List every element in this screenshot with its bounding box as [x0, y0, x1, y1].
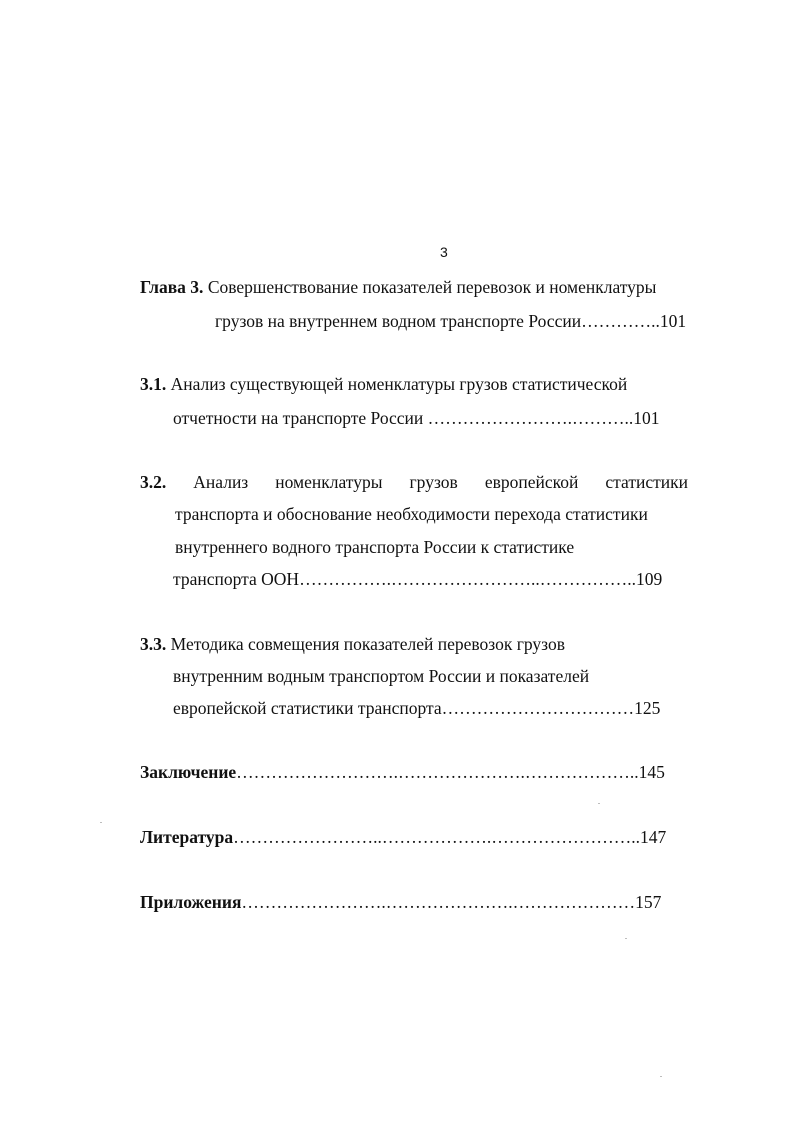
s31-title-line2: отчетности на транспорте России …………………….………. — [173, 408, 629, 428]
chapter-title-line2: грузов на внутреннем водном транспорте России…………. — [215, 311, 656, 331]
conclusion-dots: ……………………….………………….………………. — [236, 762, 635, 782]
scan-speck — [625, 938, 627, 939]
toc-conclusion — [140, 761, 665, 783]
toc-appendix — [140, 891, 661, 913]
s32-title-line4: транспорта ООН…………….……………………..……………. — [173, 569, 632, 589]
s32-page: .109 — [631, 569, 663, 589]
toc-s33-line1 — [140, 633, 565, 655]
literature-dots: ……………………..……………….……………………. — [233, 827, 636, 847]
toc-literature — [140, 826, 666, 848]
s33-page: 125 — [634, 698, 661, 718]
scan-speck — [100, 822, 102, 823]
chapter-page: .101 — [655, 311, 687, 331]
s32-number: 3.2. — [140, 472, 167, 492]
appendix-page: 157 — [635, 892, 662, 912]
toc-s31-line1 — [140, 373, 627, 395]
appendix-label: Приложения — [140, 892, 242, 912]
conclusion-page: .145 — [634, 762, 665, 782]
page-number: 3 — [440, 244, 448, 260]
appendix-dots: …………………….………………….………………… — [241, 892, 636, 912]
s33-number: 3.3. — [140, 634, 167, 654]
toc-s31-line2 — [173, 407, 660, 429]
s31-page: .101 — [628, 408, 660, 428]
s32-word-5: статистики — [605, 472, 688, 492]
s33-title-line1: Методика совмещения показателей перевозок грузов — [170, 634, 566, 654]
s31-number: 3.1. — [140, 374, 167, 394]
chapter-label: Глава 3. — [140, 277, 204, 297]
literature-label: Литература — [140, 827, 234, 847]
s32-title-line2: транспорта и обоснование необходимости перехода статистики — [175, 504, 648, 524]
s31-title-line1: Анализ существующей номенклатуры грузов статистической — [170, 374, 628, 394]
toc-s32-line1 — [140, 471, 688, 493]
scan-speck — [598, 803, 600, 804]
s33-title-line3: европейской статистики транспорта…………………………… — [173, 698, 635, 718]
scan-speck — [660, 1076, 662, 1077]
s32-word-4: европейской — [484, 472, 579, 492]
s32-word-1: Анализ — [193, 472, 249, 492]
s32-word-3: грузов — [409, 472, 458, 492]
chapter-title-line1: Совершенствование показателей перевозок и номенклатуры — [207, 277, 657, 297]
toc-s32-line2 — [175, 503, 648, 525]
toc-s33-line2 — [173, 665, 589, 687]
literature-page: .147 — [635, 827, 667, 847]
conclusion-label: Заключение — [140, 762, 237, 782]
s33-title-line2: внутренним водным транспортом России и показателей — [173, 666, 590, 686]
toc-s32-line4 — [173, 568, 662, 590]
s32-title-line3: внутреннего водного транспорта России к статистике — [175, 537, 575, 557]
toc-s33-line3 — [173, 697, 660, 719]
toc-chapter3-line2 — [215, 310, 686, 332]
s32-word-2: номенклатуры — [275, 472, 383, 492]
toc-chapter3-line1 — [140, 276, 656, 298]
toc-s32-line3 — [175, 536, 574, 558]
